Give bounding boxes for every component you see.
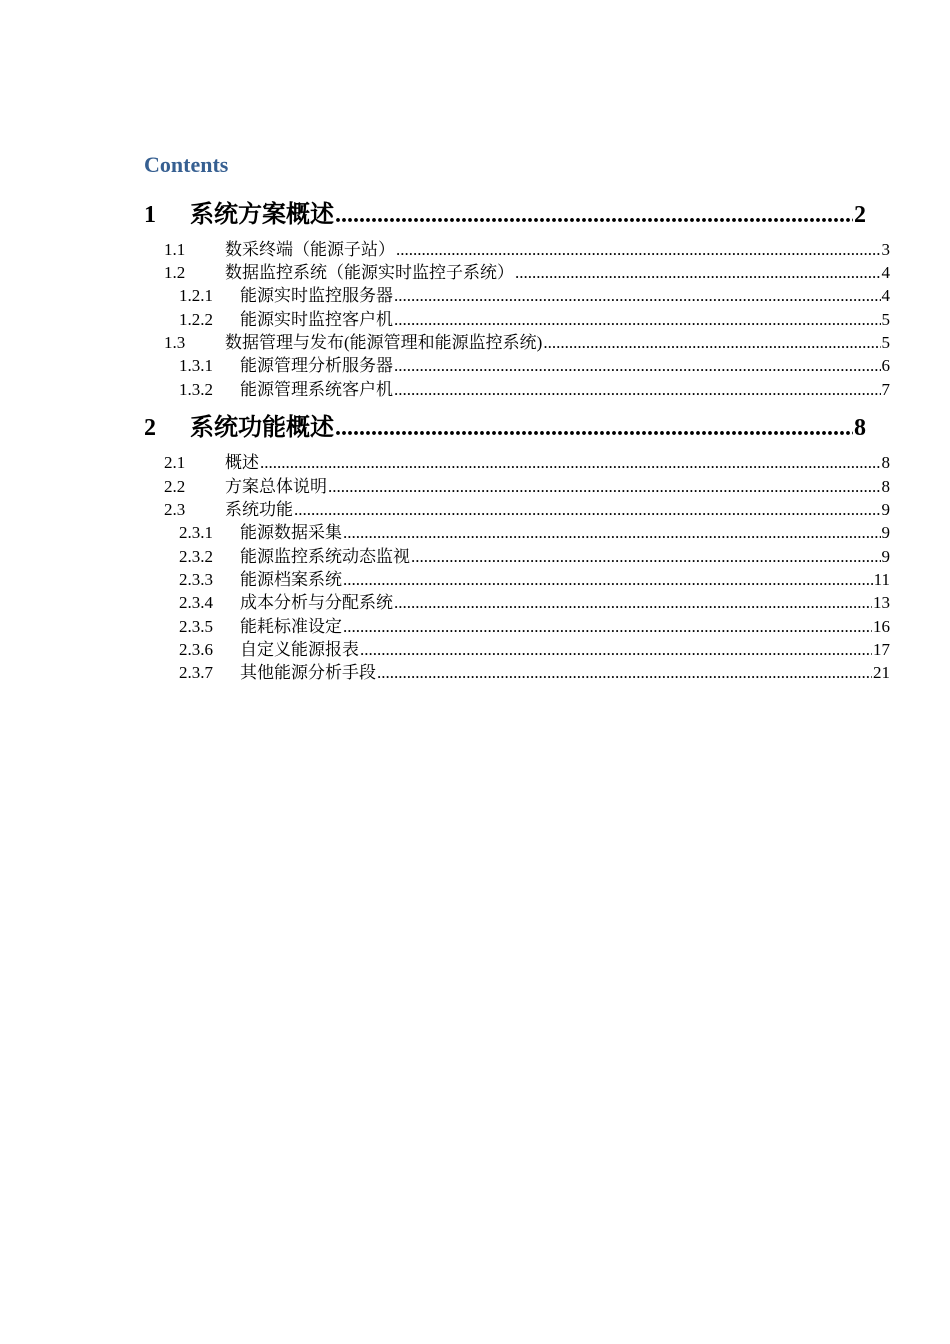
toc-entry[interactable] — [144, 407, 866, 442]
toc-entry-page: 4 — [881, 286, 890, 305]
toc-leader-dots — [394, 286, 881, 306]
toc-leader-dots — [294, 500, 881, 520]
toc-entry-label: 成本分析与分配系统 — [240, 593, 393, 612]
toc-entry-page: 13 — [873, 593, 890, 612]
toc-leader-dots — [328, 477, 881, 497]
toc-entry-page: 4 — [881, 263, 890, 282]
toc-leader-dots — [335, 415, 853, 442]
toc-leader-dots — [377, 663, 872, 683]
toc-entry[interactable] — [164, 328, 890, 353]
toc-entry-number: 2.3.3 — [179, 570, 213, 589]
toc-entry[interactable] — [179, 635, 890, 660]
toc-entry-page: 5 — [881, 310, 890, 329]
toc-entry-number: 1.3.2 — [179, 380, 213, 399]
toc-entry-page: 21 — [873, 663, 890, 682]
toc-entry-label: 其他能源分析手段 — [240, 663, 376, 682]
toc-entry-label: 数据监控系统（能源实时监控子系统） — [225, 263, 514, 282]
toc-leader-dots — [394, 356, 881, 376]
toc-leader-dots — [343, 617, 872, 637]
toc-entry-number: 2.3.7 — [179, 663, 213, 682]
toc-entry-page: 8 — [881, 453, 890, 472]
toc-entry-page: 9 — [881, 547, 890, 566]
toc-entry-page: 9 — [881, 523, 890, 542]
toc-entry-label: 能源实时监控客户机 — [240, 310, 393, 329]
toc-leader-dots — [260, 453, 881, 473]
toc-entry-number: 1 — [144, 202, 156, 228]
toc-entry[interactable] — [164, 472, 890, 497]
toc-entry-number: 1.2.2 — [179, 310, 213, 329]
toc-entry-number: 2.3.5 — [179, 617, 213, 636]
toc-title: Contents — [144, 152, 229, 177]
toc-entry-page: 2 — [854, 202, 866, 228]
toc-entry-label: 能源监控系统动态监视 — [240, 547, 410, 566]
toc-entry-label: 能耗标准设定 — [240, 617, 342, 636]
toc-entry-number: 1.2.1 — [179, 286, 213, 305]
toc-leader-dots — [360, 640, 872, 660]
toc-leader-dots — [411, 547, 881, 567]
toc-entry-number: 1.3.1 — [179, 356, 213, 375]
toc-entry-page: 6 — [881, 356, 890, 375]
toc-entry-label: 概述 — [225, 453, 259, 472]
toc-leader-dots — [335, 202, 853, 229]
toc-entry-page: 11 — [873, 570, 890, 589]
toc-entry-page: 8 — [854, 415, 866, 441]
toc-entry-label: 数采终端（能源子站） — [225, 240, 395, 259]
toc-entry-page: 5 — [881, 333, 890, 352]
toc-entry-page: 9 — [881, 500, 890, 519]
toc-leader-dots — [394, 593, 872, 613]
toc-entry-label: 数据管理与发布(能源管理和能源监控系统) — [225, 333, 543, 352]
toc-entry-page: 3 — [881, 240, 890, 259]
toc-entry[interactable] — [164, 448, 890, 473]
toc-leader-dots — [343, 570, 873, 590]
toc-entry-page: 16 — [873, 617, 890, 636]
toc-entry-number: 1.1 — [164, 240, 186, 259]
toc-entry[interactable] — [179, 351, 890, 376]
toc-entry[interactable] — [144, 194, 866, 229]
toc-entry[interactable] — [179, 305, 890, 330]
toc-entry-label: 方案总体说明 — [225, 477, 327, 496]
toc-entry[interactable] — [179, 565, 890, 590]
toc-leader-dots — [343, 523, 881, 543]
toc-entry-number: 2.3.6 — [179, 640, 213, 659]
toc-leader-dots — [515, 263, 881, 283]
toc-entry-label: 系统方案概述 — [190, 202, 334, 228]
toc-leader-dots — [396, 240, 881, 260]
toc-entry-number: 2.3.1 — [179, 523, 213, 542]
toc-leader-dots — [394, 310, 881, 330]
toc-entry-label: 能源实时监控服务器 — [240, 286, 393, 305]
toc-entry[interactable] — [179, 612, 890, 637]
toc-entry-page: 17 — [873, 640, 890, 659]
toc-entry-number: 2.1 — [164, 453, 186, 472]
toc-entry-label: 能源管理分析服务器 — [240, 356, 393, 375]
toc-entry-number: 2.3.4 — [179, 593, 213, 612]
toc-entry[interactable] — [164, 495, 890, 520]
toc-entry-label: 能源档案系统 — [240, 570, 342, 589]
toc-entry-page: 7 — [881, 380, 890, 399]
toc-entry-number: 1.3 — [164, 333, 186, 352]
toc-entry-number: 2.3.2 — [179, 547, 213, 566]
toc-entry-label: 自定义能源报表 — [240, 640, 359, 659]
toc-entry[interactable] — [179, 542, 890, 567]
toc-entry[interactable] — [179, 658, 890, 683]
toc-entry[interactable] — [164, 235, 890, 260]
toc-entry-label: 系统功能 — [225, 500, 293, 519]
toc-entry[interactable] — [179, 588, 890, 613]
toc-entry[interactable] — [179, 281, 890, 306]
toc-entry-number: 2 — [144, 415, 156, 441]
toc-entry-label: 能源管理系统客户机 — [240, 380, 393, 399]
toc-entry-page: 8 — [881, 477, 890, 496]
toc-entry-label: 系统功能概述 — [190, 415, 334, 441]
toc-entry[interactable] — [179, 518, 890, 543]
toc-entry[interactable] — [164, 258, 890, 283]
toc-entry-label: 能源数据采集 — [240, 523, 342, 542]
toc-entry[interactable] — [179, 375, 890, 400]
toc-entry-number: 2.3 — [164, 500, 186, 519]
toc-entry-number: 1.2 — [164, 263, 186, 282]
toc-leader-dots — [394, 380, 881, 400]
toc-leader-dots — [543, 333, 880, 353]
toc-entry-number: 2.2 — [164, 477, 186, 496]
